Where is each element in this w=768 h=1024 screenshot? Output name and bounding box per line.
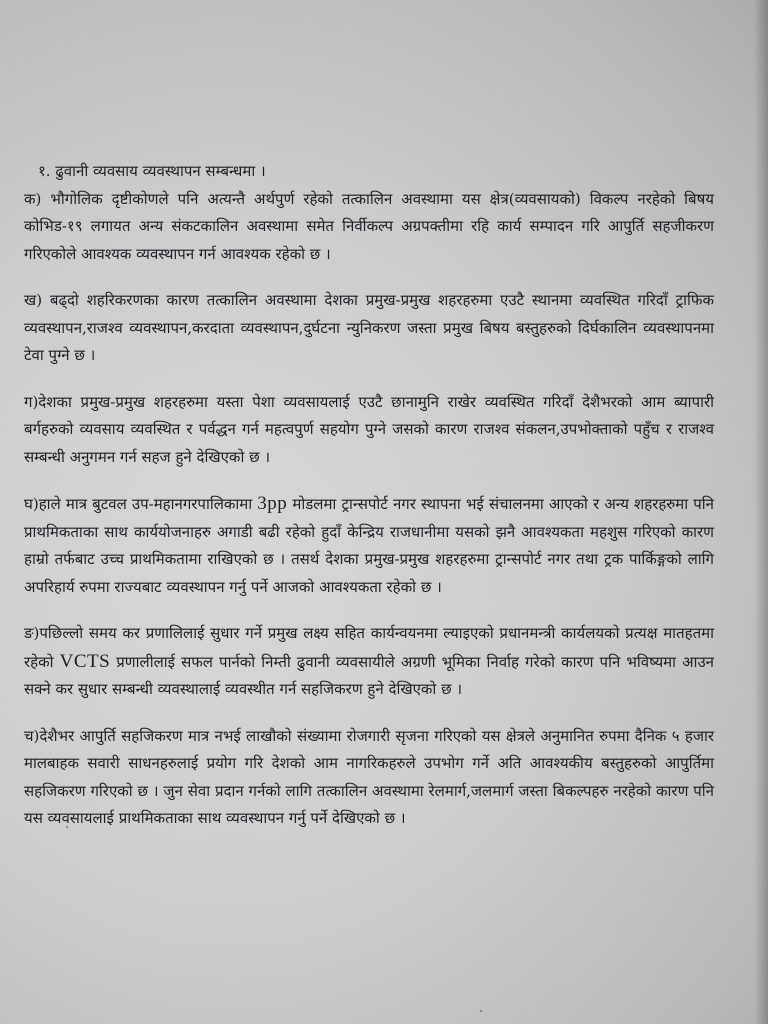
paragraph-ka: क) भौगोलिक दृष्टीकोणले पनि अत्यन्तै अर्थपुर्ण रहेको तत्कालिन अवस्थामा यस क्षेत्र(व्यवसायको) विकल्प नरहेको बिषय कोभिड-१९ लगायत अन्य संकटकालिन अवस्थामा समेत निर्वीकल्प अग्रपक्तीमा रहि कार्य सम्पादन गरि आपुर्ति सहजीकरण गरिएकोले आवश्यक व्यवस्थापन गर्न आवश्यक रहेको छ । bbox=[24, 189, 714, 263]
paragraph-gha-start: घ)हाले मात्र बुटवल उप-महानगरपालिकामा bbox=[24, 495, 258, 513]
paragraph-ga: ग)देशका प्रमुख-प्रमुख शहरहरुमा यस्ता पेशा व्यवसायलाई एउटै छानामुनि राखेर व्यवस्थित गरिदाँ देशैभरको आम ब्यापारी बर्गहरुको व्यवसाय व्यवस्थित र पर्वद्धन गर्न महत्वपुर्ण सहयोग पुग्ने जसको कारण राजश्व संकलन,उपभोक्ताको पहुँच र राजश्व सम्बन्धी अनुगमन गर्न सहज हुने देखिएको छ । bbox=[24, 392, 714, 466]
document-body bbox=[24, 158, 714, 852]
paragraph-nga-rest: प्रणालीलाई सफल पार्नको निम्ती ढुवानी व्यवसायीले अग्रणी भूमिका निर्वाह गरेको कारण पनि भविष्यमा आउन सक्ने कर सुधार सम्बन्धी व्यवस्थालाई व्यवस्थीत गर्न सहजिकरण हुने देखिएको छ । bbox=[24, 652, 714, 698]
model-name-3pp: 3pp bbox=[257, 493, 288, 514]
paragraph-cha: च)देशैभर आपुर्ति सहजिकरण मात्र नभई लाखौको संख्यामा रोजगारी सृजना गरिएको यस क्षेत्रले अनुमानित रुपमा दैनिक ५ हजार मालबाहक सवारी साधनहरुलाई प्रयोग गरि देशको आम नागरिकहरुले उपभोग गर्ने अति आवश्यकीय बस्तुहरुको आपुर्तिमा सहजिकरण गरिएको छ । जुन सेवा प्रदान गर्नको लागि तत्कालिन अवस्थामा रेलमार्ग,जलमार्ग जस्ता बिकल्पहरु नरहेको कारण पनि यस व्यवसायलाई प्राथमिकताका साथ व्यवस्थापन गर्नु पर्ने देखिएको छ । bbox=[24, 726, 714, 827]
paragraph-gha bbox=[24, 490, 714, 601]
paper-speck bbox=[480, 1010, 482, 1012]
page-edge-shadow bbox=[754, 0, 768, 1024]
paragraph-nga bbox=[24, 620, 714, 704]
paragraph-kha: ख) बढ्दो शहरिकरणका कारण तत्कालिन अवस्थामा देशका प्रमुख-प्रमुख शहरहरुमा एउटै स्थानमा व्यवस्थित गरिदाँ ट्राफिक व्यवस्थापन,राजश्व व्यवस्थापन,करदाता व्यवस्थापन,दुर्घटना न्युनिकरण जस्ता प्रमुख बिषय बस्तुहरुको दिर्घकालिन व्यवस्थापनमा टेवा पुग्ने छ । bbox=[24, 291, 715, 364]
paragraph-gha-rest: मोडलमा ट्रान्सपोर्ट नगर स्थापना भई संचालनमा आएको र अन्य शहरहरुमा पनि प्राथमिकताका साथ कार्ययोजनाहरु अगाडी बढी रहेको हुदाँ केन्द्रिय राजधानीमा यसको झनै आवश्यकता महशुस गरिएको कारण हाम्रो तर्फबाट उच्च प्राथमिकतामा राखिएको छ । तसर्थ देशका प्रमुख-प्रमुख शहरहरुमा ट्रान्सपोर्ट नगर तथा ट्रक पार्किङ्गको लागि अपरिहार्य रुपमा राज्यबाट व्यवस्थापन गर्नु पर्ने आजको आवश्यकता रहेको छ । bbox=[24, 495, 714, 596]
system-name-vcts: VCTS bbox=[59, 650, 111, 672]
section-heading: १. ढुवानी व्यवसाय व्यवस्थापन सम्बन्धमा । bbox=[38, 162, 266, 180]
paragraph-nga-start: ङ)पछिल्लो समय कर प्रणालिलाई सुधार गर्ने प्रमुख लक्ष्य सहित कार्यन्वयनमा ल्याइएको प्रधानमन्त्री कार्यलयको प्रत्यक्ष मातहतमा रहेको bbox=[24, 624, 714, 671]
